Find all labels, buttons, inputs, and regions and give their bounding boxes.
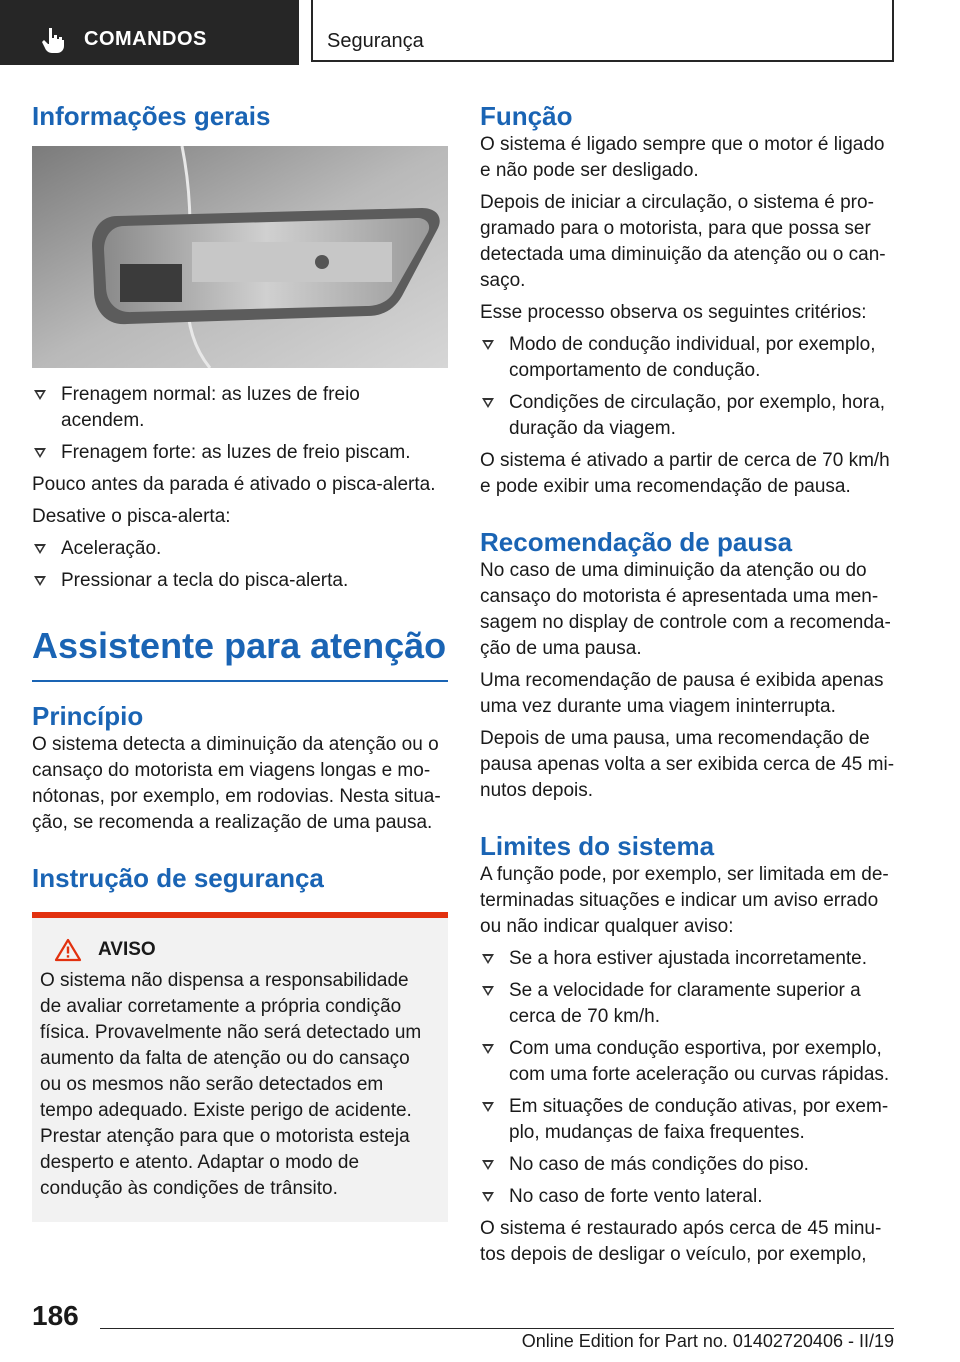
warning-triangle-icon xyxy=(54,938,82,962)
restore-paragraph: O sistema é restaurado após cerca de 45 minutos depois de desligar o veículo, por exemplo, xyxy=(480,1218,882,1265)
function-heading: Função xyxy=(480,101,573,131)
header-section-tab xyxy=(0,0,299,65)
list-item: Pressionar a tecla do pisca-alerta. xyxy=(32,568,448,594)
list-item: Se a velocidade for claramente superior a cerca de 70 km/h. xyxy=(480,978,896,1030)
right-column xyxy=(480,100,896,1268)
deactivate-paragraph: Desative o pisca-alerta: xyxy=(32,506,231,527)
general-info-heading: Informações gerais xyxy=(32,101,271,131)
list-item: Frenagem normal: as luzes de freio acendem. xyxy=(32,382,448,434)
principle-paragraph: O sistema detecta a diminuição da atenção ou o cansaço do motorista em viagens longas e monótonas, por exemplo, em rodovias. Nesta situação, se recomenda a realização de uma pausa. xyxy=(32,734,441,833)
header-chapter-box xyxy=(311,0,894,62)
warning-box xyxy=(32,912,448,1222)
page-number: 186 xyxy=(32,1300,79,1331)
function-paragraph-3: Esse processo observa os seguintes critérios: xyxy=(480,302,867,323)
list-item: Modo de condução individual, por exemplo, comportamento de condução. xyxy=(480,332,896,384)
warning-text: O sistema não dispensa a responsabilidade de avaliar corretamente a própria condição física. Provavelmente não será detectado um aumento da falta de atenção ou do cansaço ou os mesmos não serão detectados em tempo adequado. Existe perigo de acidente. Prestar atenção para que o motorista esteja desperto e atento. Adaptar o modo de condução às condições de trânsito. xyxy=(40,970,422,1199)
list-item: No caso de forte vento lateral. xyxy=(480,1184,896,1210)
header-section-label: COMANDOS xyxy=(84,28,207,50)
function-paragraph-1: O sistema é ligado sempre que o motor é ligado e não pode ser desligado. xyxy=(480,134,885,181)
main-section-heading: Assistente para atenção xyxy=(32,624,448,682)
left-column xyxy=(32,100,448,1222)
header-chapter-label: Segurança xyxy=(327,30,424,52)
function-paragraph-4: O sistema é ativado a partir de cerca de 70 km/h e pode exibir uma recomendação de pausa. xyxy=(480,450,890,497)
footer-edition-text: Online Edition for Part no. 01402720406 - II/19 xyxy=(521,1331,894,1351)
tail-light-photo xyxy=(32,146,448,368)
pause-paragraph-2: Uma recomendação de pausa é exibida apenas uma vez durante uma viagem ininterrupta. xyxy=(480,670,884,717)
safety-heading: Instrução de segurança xyxy=(32,863,324,893)
hazard-paragraph: Pouco antes da parada é ativado o pisca-alerta. xyxy=(32,474,436,495)
pause-paragraph-3: Depois de uma pausa, uma recomendação de pausa apenas volta a ser exibida cerca de 45 minutos depois. xyxy=(480,728,895,801)
limits-paragraph: A função pode, por exemplo, ser limitada em determinadas situações e indicar um aviso errado ou não indicar qualquer aviso: xyxy=(480,864,889,937)
limits-heading: Limites do sistema xyxy=(480,831,715,861)
list-item: Frenagem forte: as luzes de freio piscam. xyxy=(32,440,448,466)
list-item: Se a hora estiver ajustada incorretamente. xyxy=(480,946,896,972)
hand-pointer-icon xyxy=(40,26,66,54)
list-item: Aceleração. xyxy=(32,536,448,562)
footer-divider xyxy=(100,1328,894,1329)
list-item: No caso de más condições do piso. xyxy=(480,1152,896,1178)
pause-heading: Recomendação de pausa xyxy=(480,527,793,557)
list-item: Com uma condução esportiva, por exemplo, com uma forte aceleração ou curvas rápidas. xyxy=(480,1036,896,1088)
principle-heading: Princípio xyxy=(32,701,144,731)
function-paragraph-2: Depois de iniciar a circulação, o sistema é programado para o motorista, para que possa ser detectada uma diminuição da atenção ou o cansaço. xyxy=(480,192,886,291)
warning-label: AVISO xyxy=(98,939,156,960)
list-item: Condições de circulação, por exemplo, hora, duração da viagem. xyxy=(480,390,896,442)
list-item: Em situações de condução ativas, por exemplo, mudanças de faixa frequentes. xyxy=(480,1094,896,1146)
pause-paragraph-1: No caso de uma diminuição da atenção ou do cansaço do motorista é apresentada uma mensagem no display de controle com a recomendação de uma pausa. xyxy=(480,560,891,659)
